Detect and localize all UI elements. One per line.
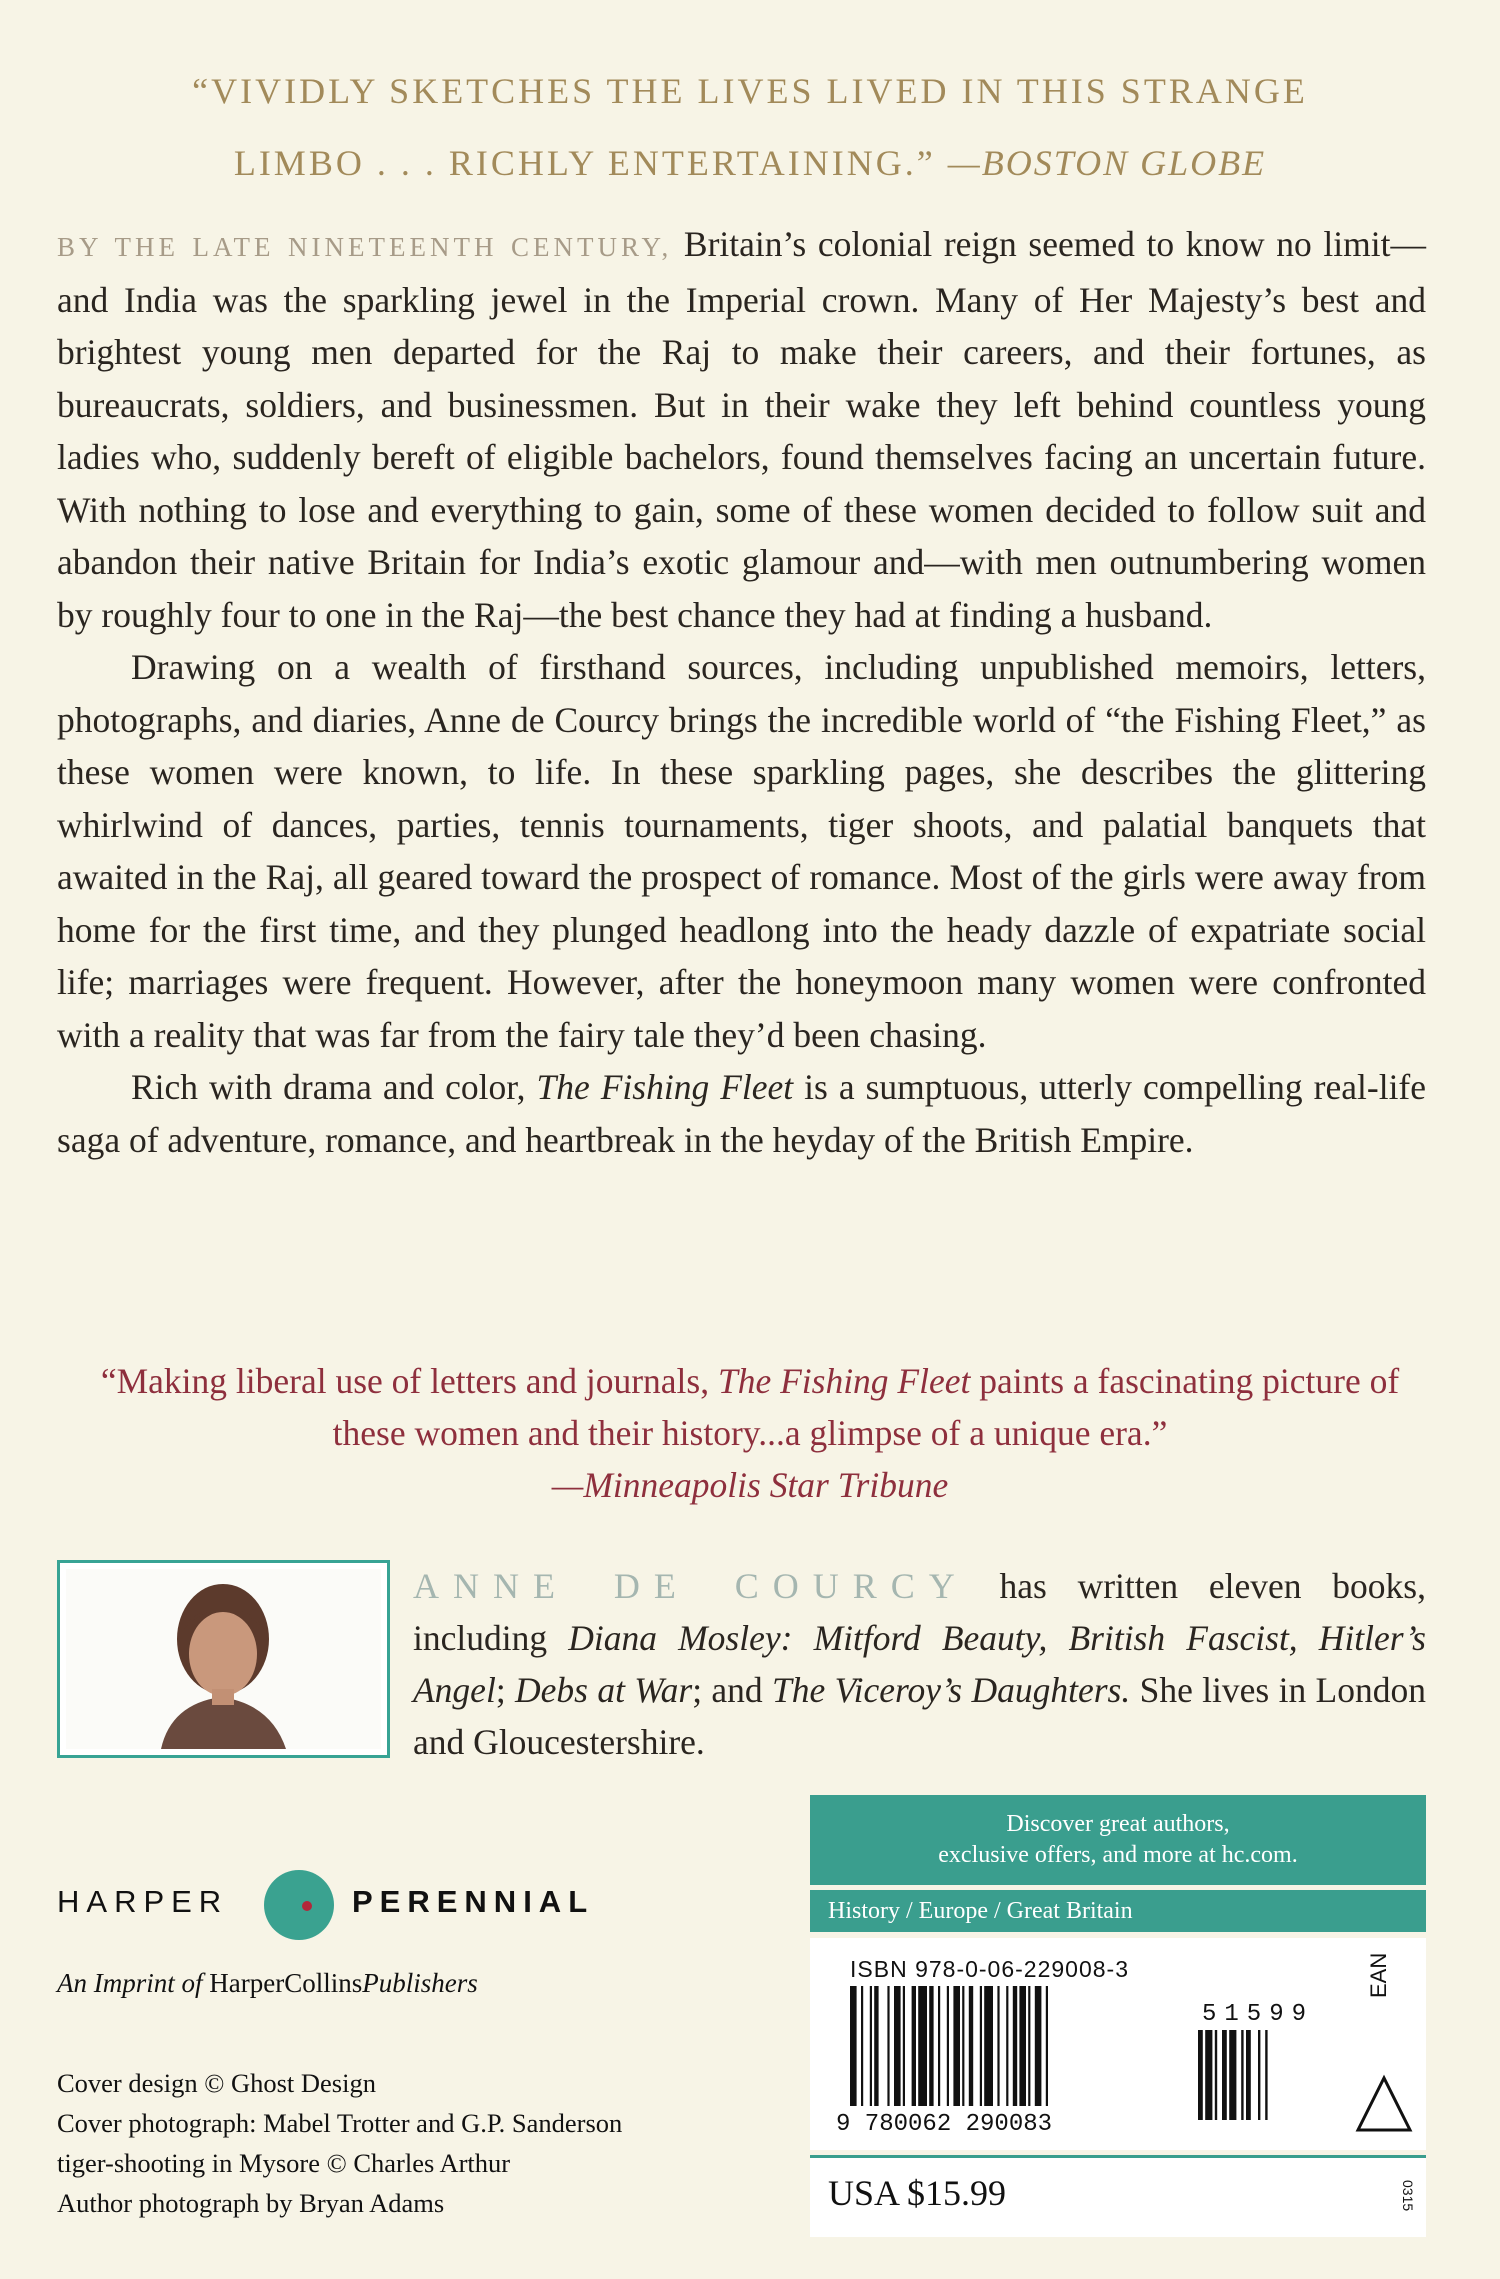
price-barcode-bar xyxy=(1222,2030,1227,2120)
barcode-bar xyxy=(894,1986,901,2106)
price-barcode-bar xyxy=(1205,2030,1212,2120)
book-debs-at-war: Debs at War xyxy=(515,1670,693,1710)
p3-text-b: is a sumptuous, utterly compelling real-life saga of adventure, romance, and heartbreak in the heyday of the British Empire. xyxy=(57,1067,1427,1160)
author-portrait-image xyxy=(66,1569,381,1749)
barcode-bar xyxy=(929,1986,933,2106)
top-quote-source: —BOSTON GLOBE xyxy=(947,143,1267,183)
book-description xyxy=(57,218,1426,1166)
barcode-bar xyxy=(1028,1986,1030,2106)
barcode-bar xyxy=(918,1986,927,2106)
credit-line: Author photograph by Bryan Adams xyxy=(57,2188,445,2218)
barcode-bar xyxy=(1006,1986,1008,2106)
barcode-bar xyxy=(947,1986,949,2106)
barcode-bar xyxy=(953,1986,960,2106)
review-quote-body: “Making liberal use of letters and journals, The Fishing Fleet paints a fascinating picture of these women and their history...a glimpse of a unique era.” xyxy=(100,1361,1400,1453)
barcode-bar xyxy=(874,1986,878,2106)
print-code: 0315 xyxy=(1400,2180,1416,2212)
ean-triangle-icon xyxy=(1358,2078,1410,2130)
barcode-bar xyxy=(912,1986,916,2106)
credit-line: tiger-shooting in Mysore © Charles Arthur xyxy=(57,2148,511,2178)
logo-perennial: PERENNIAL xyxy=(352,1884,595,1919)
promo-line2: exclusive offers, and more at hc.com. xyxy=(938,1842,1298,1868)
description-paragraph-2: Drawing on a wealth of firsthand sources, including unpublished memoirs, letters, photographs, and diaries, Anne de Courcy brings the incredible world of “the Fishing Fleet,” as these women were known, to life. In these sparkling pages, she describes the glittering whirlwind of dances, parties, tennis tournaments, tiger shoots, and palatial banquets that awaited in the Raj, all geared toward the prospect of romance. Most of the girls were away from home for the first time, and they plunged headlong into the heady dazzle of expatriate social life; marriages were frequent. However, after the honeymoon many women were confronted with a reality that was far from the fairy tale they’d been chasing. xyxy=(57,647,1426,1055)
ean-label: EAN xyxy=(1366,1952,1391,1998)
barcode-bar xyxy=(984,1986,993,2106)
review-quote xyxy=(60,1355,1440,1511)
top-quote xyxy=(90,55,1410,199)
price-code: 51599 xyxy=(1202,2001,1315,2028)
price-barcode-bar xyxy=(1198,2030,1203,2120)
description-p1-text: Britain’s colonial reign seemed to know no limit—and India was the sparkling jewel in the Imperial crown. Many of Her Majesty’s best and brightest young men departed for the Raj to make their careers, and their fortunes, as bureaucrats, soldiers, and businessmen. But in their wake they left behind countless young ladies who, suddenly bereft of eligible bachelors, found themselves facing an uncertain future. With nothing to lose and everything to gain, some of these women decided to follow suit and abandon their native Britain for India’s exotic glamour and—with men outnumbering women by roughly four to one in the Raj—the best chance they had at finding a husband. xyxy=(57,224,1426,635)
price-barcode-bar xyxy=(1258,2030,1260,2120)
barcode-bar xyxy=(1035,1986,1042,2106)
price: USA $15.99 xyxy=(828,2173,1007,2213)
description-lead: BY THE LATE NINETEENTH CENTURY, xyxy=(57,232,673,262)
price-barcode-bar xyxy=(1229,2030,1236,2120)
price-barcode-bar xyxy=(1246,2030,1251,2120)
p3-text-a: Rich with drama and color, xyxy=(131,1067,537,1107)
price-barcode-bar xyxy=(1215,2030,1217,2120)
barcode-digits: 9 780062 290083 xyxy=(836,2111,1053,2138)
cover-credits xyxy=(57,2063,622,2223)
top-quote-text: LIMBO . . . RICHLY ENTERTAINING.” xyxy=(233,143,936,183)
promo-box xyxy=(810,1795,1426,1885)
barcode-bar xyxy=(969,1986,973,2106)
logo-dot-icon xyxy=(302,1901,312,1911)
barcode-bar xyxy=(903,1986,905,2106)
imprint-line: An Imprint of HarperCollinsPublishers xyxy=(57,1968,478,1998)
barcode-bar xyxy=(1019,1986,1026,2106)
barcode-bar xyxy=(962,1986,964,2106)
barcode-bar xyxy=(938,1986,940,2106)
review-quote-source: —Minneapolis Star Tribune xyxy=(551,1465,949,1505)
barcode-bar xyxy=(980,1986,982,2106)
barcode-bar xyxy=(887,1986,889,2106)
promo-line1: Discover great authors, xyxy=(1006,1811,1230,1837)
harper-perennial-logo xyxy=(57,1870,657,1940)
barcode-bar xyxy=(870,1986,872,2106)
description-paragraph-1 xyxy=(57,218,1426,641)
description-paragraph-3 xyxy=(57,1061,1426,1166)
barcode-bar xyxy=(861,1986,863,2106)
isbn-number: ISBN 978-0-06-229008-3 xyxy=(850,1956,1129,1982)
author-name: ANNE DE COURCY xyxy=(413,1566,969,1606)
review-book-title: The Fishing Fleet xyxy=(717,1361,971,1401)
barcode-bar xyxy=(850,1986,857,2106)
category-bar: History / Europe / Great Britain xyxy=(810,1890,1426,1932)
barcode-bar xyxy=(1013,1986,1017,2106)
book-viceroys-daughters: The Viceroy’s Daughters. xyxy=(772,1670,1131,1710)
credit-line: Cover photograph: Mabel Trotter and G.P. Sanderson xyxy=(57,2108,623,2138)
price-barcode-bar xyxy=(1241,2030,1243,2120)
barcode-bar xyxy=(997,1986,999,2106)
author-photo xyxy=(57,1560,390,1758)
author-bio: ANNE DE COURCY has written eleven books, including Diana Mosley: Mitford Beauty, British Fascist, Hitler’s Angel; Debs at War; and The Viceroy’s Daughters. She lives in London and Gloucestershire. xyxy=(413,1566,1426,1762)
barcode-bar xyxy=(1046,1986,1048,2106)
book-diana-mosley: Diana Mosley: Mitford Beauty, British Fascist, Hitler’s Angel xyxy=(413,1618,1426,1710)
top-quote-line2 xyxy=(90,127,1410,199)
barcode-graphic xyxy=(810,1938,1426,2150)
price-box xyxy=(810,2155,1426,2237)
isbn-barcode xyxy=(810,1938,1426,2150)
top-quote-line1: “VIVIDLY SKETCHES THE LIVES LIVED IN THIS STRANGE xyxy=(192,71,1308,111)
price-barcode-bar xyxy=(1265,2030,1267,2120)
p3-book-title: The Fishing Fleet xyxy=(536,1067,794,1107)
logo-harper: HARPER xyxy=(57,1884,229,1919)
credit-line: Cover design © Ghost Design xyxy=(57,2068,376,2098)
logo-circle-icon xyxy=(264,1870,334,1940)
